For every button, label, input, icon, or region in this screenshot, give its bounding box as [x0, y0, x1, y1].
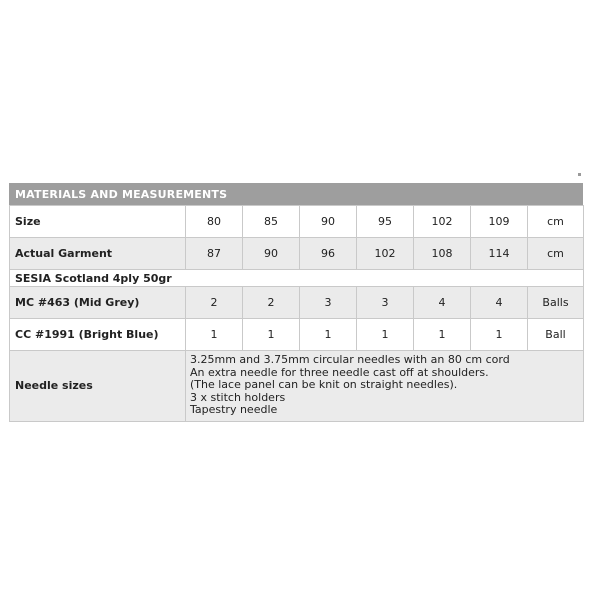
needle-line: (The lace panel can be knit on straight needles).: [190, 378, 458, 391]
row-label: CC #1991 (Bright Blue): [10, 319, 186, 351]
row-label: Needle sizes: [10, 351, 186, 422]
table-cell: 90: [300, 206, 357, 238]
unit-cell: cm: [528, 206, 584, 238]
table-cell: 90: [243, 238, 300, 270]
table-cell: 3: [357, 287, 414, 319]
unit-cell: Ball: [528, 319, 584, 351]
row-label: Actual Garment: [10, 238, 186, 270]
table-cell: 3: [300, 287, 357, 319]
row-label: MC #463 (Mid Grey): [10, 287, 186, 319]
yarn-heading-row: [10, 270, 584, 287]
needle-line: 3 x stitch holders: [190, 390, 286, 404]
actual-garment-row: [10, 238, 584, 270]
table-cell: 109: [471, 206, 528, 238]
corner-mark: [578, 173, 581, 176]
table-cell: 1: [357, 319, 414, 351]
table-cell: 85: [243, 206, 300, 238]
mc-yarn-row: [10, 287, 584, 319]
table-cell: 102: [414, 206, 471, 238]
table-cell: 1: [300, 319, 357, 351]
table-cell: 2: [186, 287, 243, 319]
unit-cell: cm: [528, 238, 584, 270]
needle-line: Tapestry needle: [190, 403, 278, 416]
needle-details: [186, 351, 584, 422]
size-row: [10, 206, 584, 238]
materials-table-panel: [9, 183, 583, 422]
table-cell: 96: [300, 238, 357, 270]
needle-line: 3.25mm and 3.75mm circular needles with an 80 cm cord: [190, 353, 510, 366]
row-label: Size: [10, 206, 186, 238]
cc-yarn-row: [10, 319, 584, 351]
table-cell: 4: [414, 287, 471, 319]
table-cell: 1: [414, 319, 471, 351]
yarn-heading: SESIA Scotland 4ply 50gr: [10, 270, 584, 287]
needle-line: An extra needle for three needle cast off at shoulders.: [190, 365, 489, 379]
table-cell: 1: [243, 319, 300, 351]
unit-cell: Balls: [528, 287, 584, 319]
table-cell: 80: [186, 206, 243, 238]
table-cell: 1: [186, 319, 243, 351]
table-cell: 114: [471, 238, 528, 270]
section-title: MATERIALS AND MEASUREMENTS: [9, 183, 583, 205]
table-cell: 108: [414, 238, 471, 270]
table-cell: 4: [471, 287, 528, 319]
table-cell: 102: [357, 238, 414, 270]
materials-table: [9, 205, 584, 422]
table-cell: 95: [357, 206, 414, 238]
needle-sizes-row: [10, 351, 584, 422]
table-cell: 2: [243, 287, 300, 319]
table-cell: 87: [186, 238, 243, 270]
table-cell: 1: [471, 319, 528, 351]
